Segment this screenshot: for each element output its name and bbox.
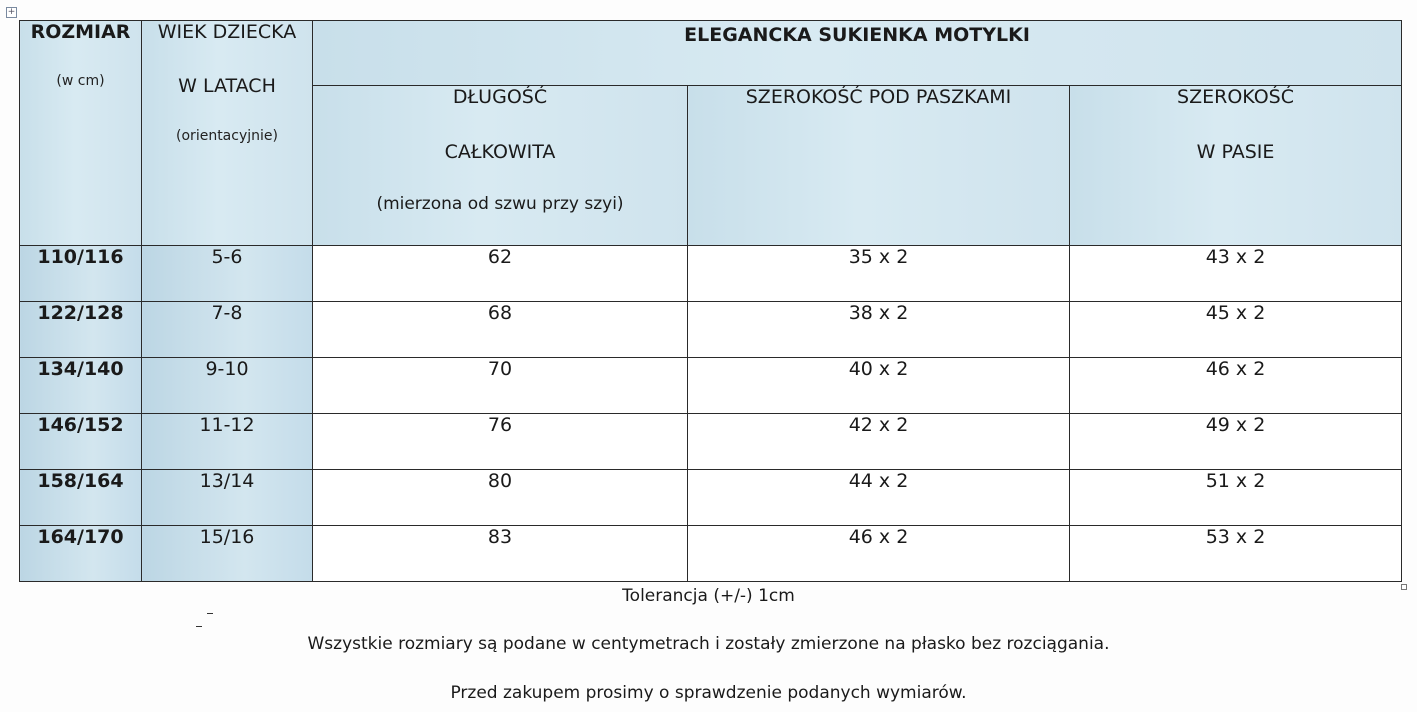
- row-waist: 45 x 2: [1070, 302, 1402, 358]
- row-age: 9-10: [142, 358, 313, 414]
- row-waist: 43 x 2: [1070, 246, 1402, 302]
- row-size: 122/128: [20, 302, 142, 358]
- header-size-sub: (w cm): [56, 73, 105, 89]
- header-chest: [688, 86, 1070, 246]
- header-waist-line2: W PASIE: [1196, 141, 1275, 163]
- row-length: 80: [313, 470, 688, 526]
- row-size: 134/140: [20, 358, 142, 414]
- row-length: 68: [313, 302, 688, 358]
- table-row: [20, 526, 1402, 582]
- row-length: 62: [313, 246, 688, 302]
- row-chest: 35 x 2: [688, 246, 1070, 302]
- header-chest-line1: SZEROKOŚĆ POD PASZKAMI: [745, 86, 1012, 108]
- table-row: [20, 414, 1402, 470]
- row-chest: 42 x 2: [688, 414, 1070, 470]
- row-chest: 44 x 2: [688, 470, 1070, 526]
- row-waist: 46 x 2: [1070, 358, 1402, 414]
- row-length: 83: [313, 526, 688, 582]
- tolerance-note: Tolerancja (+/-) 1cm: [622, 586, 795, 606]
- row-size: 110/116: [20, 246, 142, 302]
- row-age: 11-12: [142, 414, 313, 470]
- header-age-label2: W LATACH: [178, 75, 276, 97]
- row-age: 7-8: [142, 302, 313, 358]
- row-chest: 40 x 2: [688, 358, 1070, 414]
- stray-mark: [196, 626, 202, 627]
- all-sizes-note: Wszystkie rozmiary są podane w centymetrach i zostały zmierzone na płasko bez rozciągania.: [307, 634, 1110, 654]
- table-row: [20, 246, 1402, 302]
- table-resize-handle[interactable]: [1401, 584, 1407, 590]
- row-age: 13/14: [142, 470, 313, 526]
- row-size: 158/164: [20, 470, 142, 526]
- table-move-handle-icon[interactable]: +: [7, 7, 16, 17]
- header-length-line2: CAŁKOWITA: [444, 141, 556, 163]
- table-row: [20, 302, 1402, 358]
- header-age-sub: (orientacyjnie): [176, 128, 278, 144]
- header-age-label: WIEK DZIECKA: [157, 21, 297, 43]
- check-note: Przed zakupem prosimy o sprawdzenie podanych wymiarów.: [450, 683, 967, 703]
- row-age: 15/16: [142, 526, 313, 582]
- header-waist-line1: SZEROKOŚĆ: [1177, 86, 1294, 108]
- header-length-line1: DŁUGOŚĆ: [452, 86, 548, 108]
- table-row: [20, 358, 1402, 414]
- header-size: [20, 21, 142, 246]
- header-age: [142, 21, 313, 246]
- header-length: [313, 86, 688, 246]
- stray-mark: [207, 613, 213, 614]
- header-waist: [1070, 86, 1402, 246]
- header-size-label: ROZMIAR: [30, 21, 131, 43]
- row-chest: 46 x 2: [688, 526, 1070, 582]
- table-title: ELEGANCKA SUKIENKA MOTYLKI: [313, 21, 1402, 86]
- row-chest: 38 x 2: [688, 302, 1070, 358]
- row-size: 146/152: [20, 414, 142, 470]
- size-table: [19, 20, 1402, 582]
- header-length-sub: (mierzona od szwu przy szyi): [376, 194, 624, 214]
- row-waist: 51 x 2: [1070, 470, 1402, 526]
- row-waist: 49 x 2: [1070, 414, 1402, 470]
- row-age: 5-6: [142, 246, 313, 302]
- row-size: 164/170: [20, 526, 142, 582]
- row-waist: 53 x 2: [1070, 526, 1402, 582]
- row-length: 76: [313, 414, 688, 470]
- table-row: [20, 470, 1402, 526]
- row-length: 70: [313, 358, 688, 414]
